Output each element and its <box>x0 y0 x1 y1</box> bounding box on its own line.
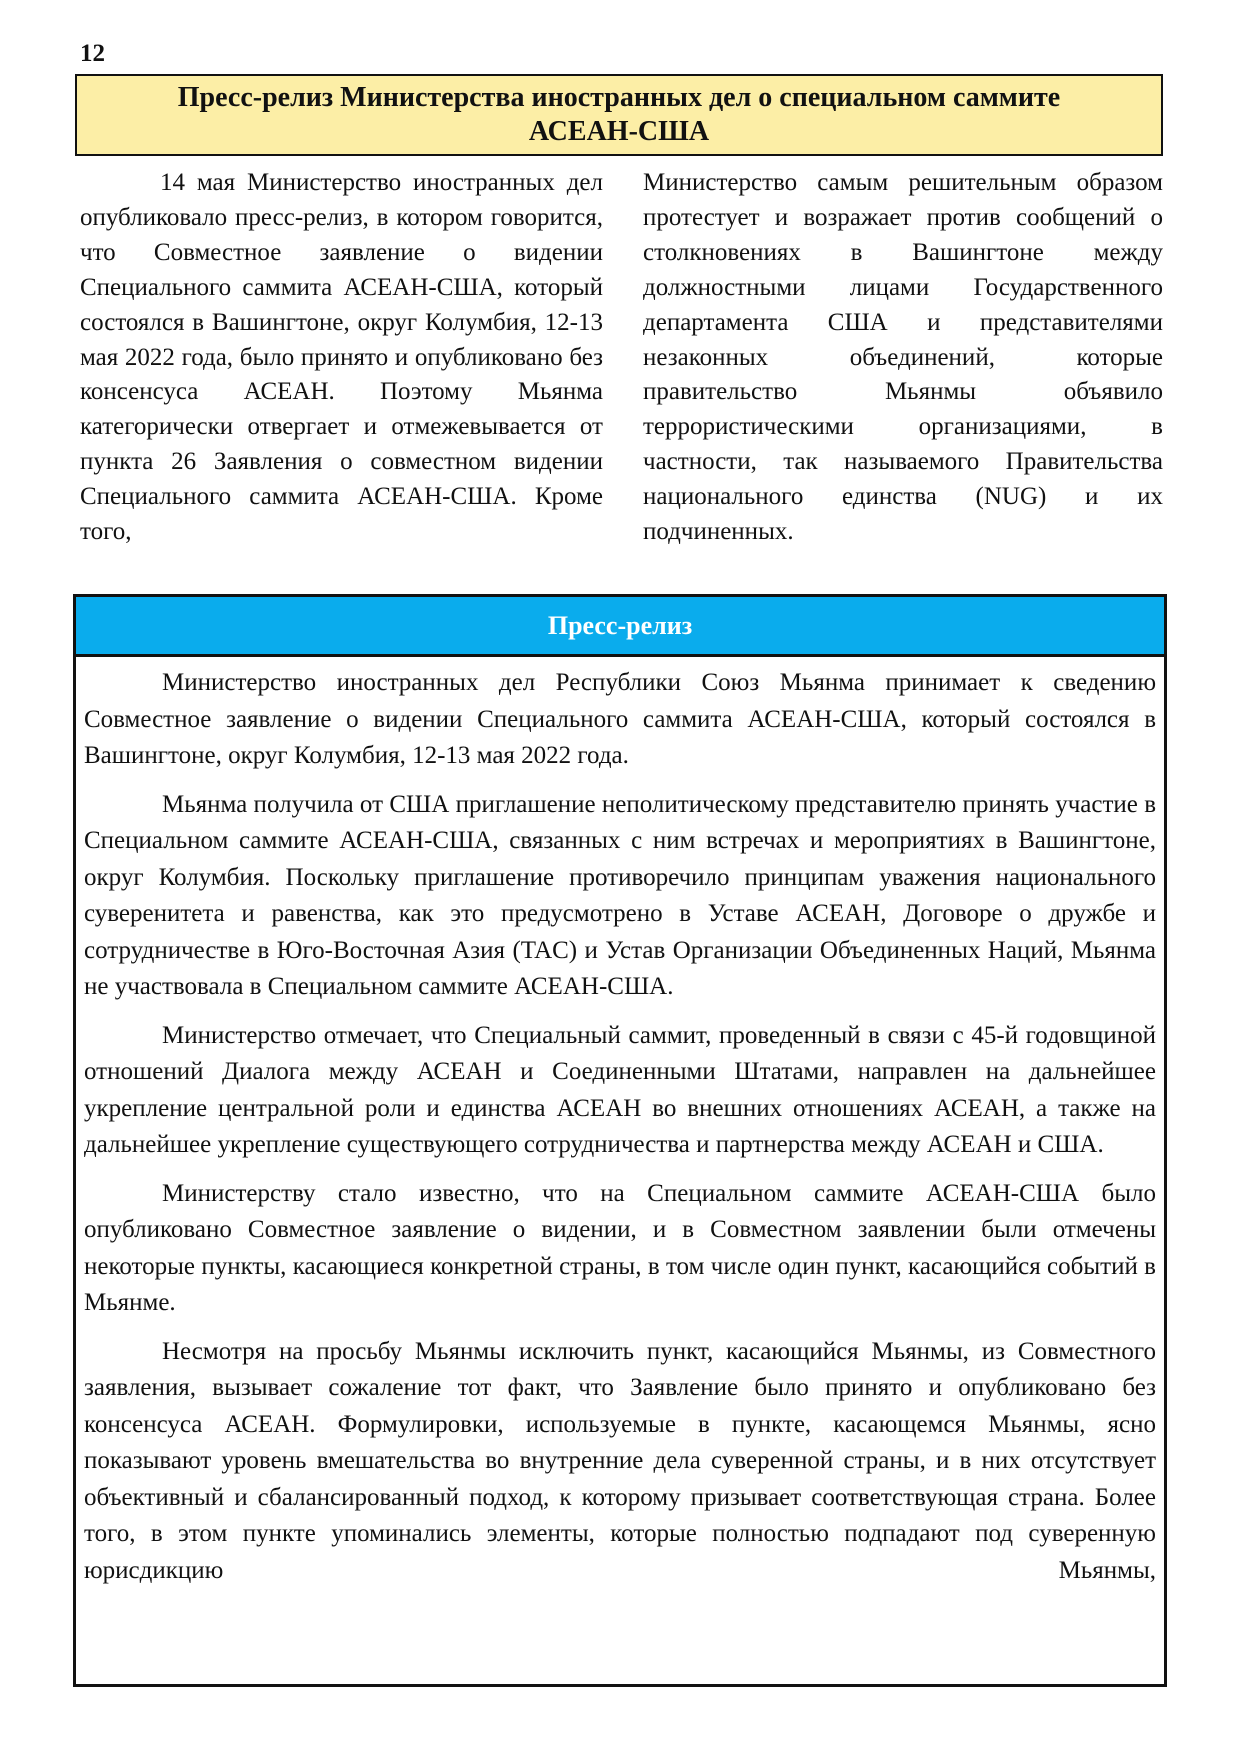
article-title-line-2: АСЕАН-США <box>528 116 710 147</box>
press-release-paragraph-5: Несмотря на просьбу Мьянмы исключить пункт, касающийся Мьянмы, из Совместного заявления, вызывает сожаление тот факт, что Заявление было принято и опубликовано без консенсуса АСЕАН. Формулировки, используемые в пункте, касающемся Мьянмы, ясно показывают уровень вмешательства во внутренние дела суверенной страны, и в них отсутствует объективный и сбалансированный подход, к которому призывает соответствующая страна. Более того, в этом пункте упоминались элементы, которые полностью подпадают под суверенную юрисдикцию Мьянмы, <box>84 1337 1156 1584</box>
intro-left-paragraph: 14 мая Министерство иностранных дел опубликовало пресс-релиз, в котором говорится, что Совместное заявление о видении Специального саммита АСЕАН-США, который состоялся в Вашингтоне, округ Колумбия, 12-13 мая 2022 года, было принято и опубликовано без консенсуса АСЕАН. Поэтому Мьянма категорически отвергает и отмежевывается от пункта 26 Заявления о совместном видении Специального саммита АСЕАН-США. Кроме того, <box>80 169 603 546</box>
press-release-header: Пресс-релиз <box>76 597 1164 657</box>
press-release-paragraph-2: Мьянма получила от США приглашение неполитическому представителю принять участие в Специальном саммите АСЕАН-США, связанных с ним встречах и мероприятиях в Вашингтоне, округ Колумбия. Поскольку приглашение противоречило принципам уважения национального суверенитета и равенства, как это предусмотрено в Уставе АСЕАН, Договоре о дружбе и сотрудничестве в Юго-Восточная Азия (TAC) и Устав Организации Объединенных Наций, Мьянма не участвовала в Специальном саммите АСЕАН-США. <box>84 790 1156 1000</box>
press-release-box <box>73 594 1167 1687</box>
article-title-box <box>75 74 1163 156</box>
page-number: 12 <box>80 40 105 67</box>
press-release-paragraph-1: Министерство иностранных дел Республики Союз Мьянма принимает к сведению Совместное заявление о видении Специального саммита АСЕАН-США, который состоялся в Вашингтоне, округ Колумбия, 12-13 мая 2022 года. <box>84 669 1156 769</box>
press-release-paragraph-3: Министерство отмечает, что Специальный саммит, проведенный в связи с 45-й годовщиной отношений Диалога между АСЕАН и Соединенными Штатами, направлен на дальнейшее укрепление центральной роли и единства АСЕАН во внешних отношениях АСЕАН, а также на дальнейшее укрепление существующего сотрудничества и партнерства между АСЕАН и США. <box>84 1021 1156 1158</box>
press-release-paragraph-4: Министерству стало известно, что на Специальном саммите АСЕАН-США было опубликовано Совместное заявление о видении, и в Совместном заявлении были отмечены некоторые пункты, касающиеся конкретной страны, в том числе один пункт, касающийся событий в Мьянме. <box>84 1179 1156 1316</box>
intro-right-paragraph: Министерство самым решительным образом протестует и возражает против сообщений о столкновениях в Вашингтоне между должностными лицами Государственного департамента США и представителями незаконных объединений, которые правительство Мьянмы объявило террористическими организациями, в частности, так называемого Правительства национального единства (NUG) и их подчиненных. <box>643 169 1163 546</box>
press-release-body <box>76 657 1164 1589</box>
intro-right-column <box>643 166 1163 550</box>
article-title-line-1: Пресс-релиз Министерства иностранных дел о специальном саммите <box>177 82 1061 113</box>
intro-left-column <box>80 166 603 550</box>
